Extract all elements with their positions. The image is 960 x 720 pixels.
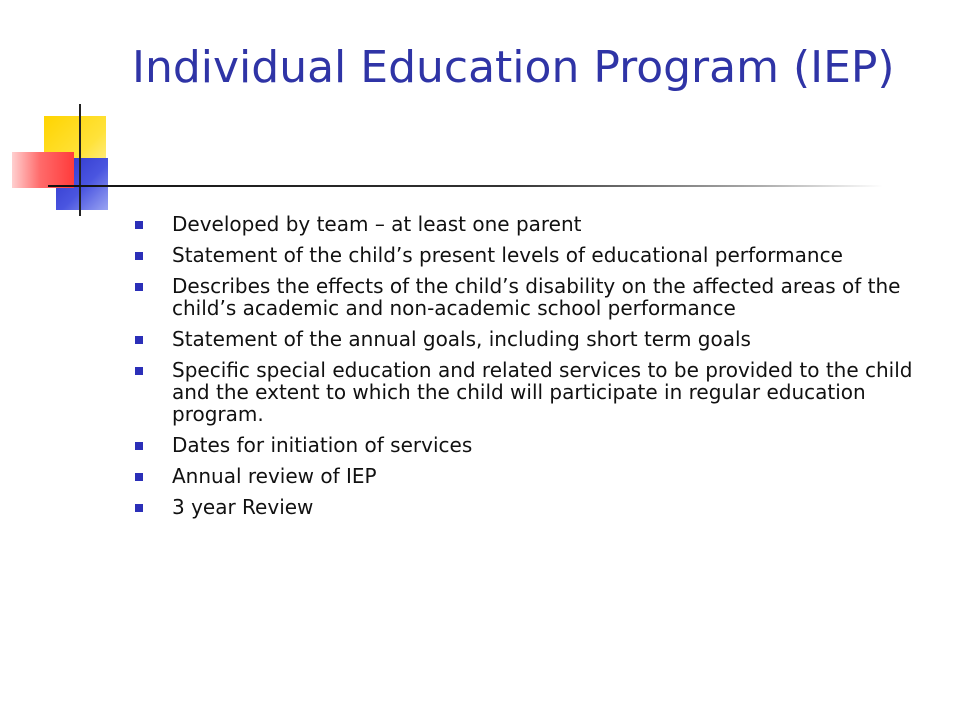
- bullet-text: 3 year Review: [172, 495, 314, 519]
- bullet-text: Developed by team – at least one parent: [172, 212, 582, 236]
- decorative-red-bar: [12, 152, 74, 188]
- bullet-item: [133, 359, 933, 425]
- square-bullet-icon: [135, 336, 143, 344]
- bullet-item: [133, 275, 933, 319]
- bullet-text: Annual review of IEP: [172, 464, 377, 488]
- bullet-list: [133, 213, 933, 527]
- bullet-text: Dates for initiation of services: [172, 433, 473, 457]
- bullet-item: [133, 434, 933, 456]
- square-bullet-icon: [135, 283, 143, 291]
- square-bullet-icon: [135, 504, 143, 512]
- square-bullet-icon: [135, 473, 143, 481]
- slide-title: Individual Education Program (IEP): [132, 42, 895, 93]
- bullet-item: [133, 496, 933, 518]
- bullet-text: Describes the effects of the child’s disability on the affected areas of the child’s academic and non-academic school performance: [172, 274, 901, 320]
- bullet-text: Statement of the child’s present levels of educational performance: [172, 243, 843, 267]
- square-bullet-icon: [135, 367, 143, 375]
- title-underline: [48, 185, 883, 187]
- bullet-text: Specific special education and related services to be provided to the child and the extent to which the child will participate in regular education program.: [172, 358, 913, 426]
- bullet-item: [133, 244, 933, 266]
- bullet-text: Statement of the annual goals, including short term goals: [172, 327, 751, 351]
- bullet-item: [133, 465, 933, 487]
- square-bullet-icon: [135, 442, 143, 450]
- square-bullet-icon: [135, 221, 143, 229]
- bullet-item: [133, 213, 933, 235]
- square-bullet-icon: [135, 252, 143, 260]
- decorative-vertical-line: [79, 104, 81, 216]
- bullet-item: [133, 328, 933, 350]
